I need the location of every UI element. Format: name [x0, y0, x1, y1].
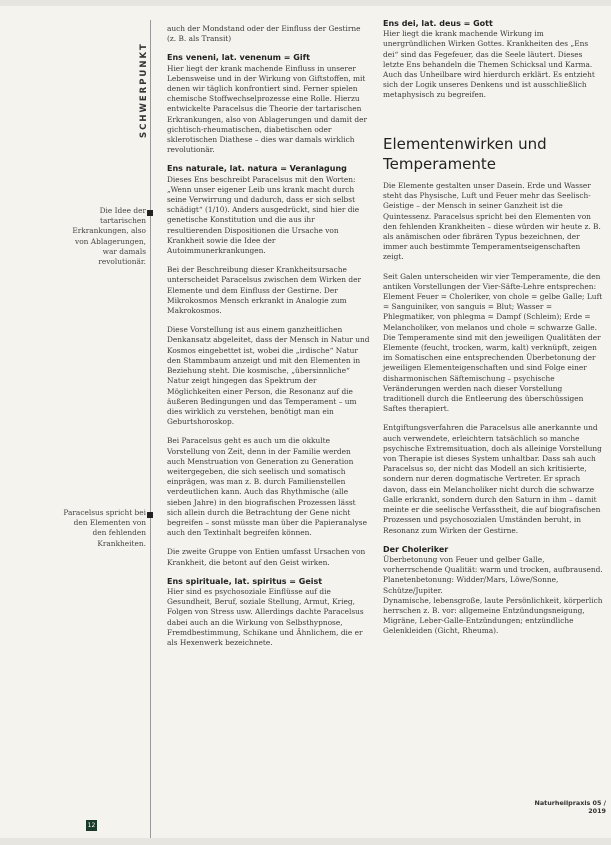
paragraph: Hier sind es psychosoziale Einflüsse auf die Gesundheit, Beruf, soziale Stellung, Armut, Krieg, Folgen von Stress usw. Allerdings dachte Paracelsus dabei auch an die Wirkung von Selbsthypnose, Fremdbestimmung, Schikane und Ähnlichem, die er als Hexenwerk bezeichnete. [167, 586, 364, 647]
margin-marker [147, 512, 153, 518]
left-column [167, 24, 371, 648]
footer-publication: Naturheilpraxis 05 / 2019 [534, 799, 606, 815]
subheading-ens-naturale: Ens naturale, lat. natura = Veranlagung [167, 164, 347, 174]
margin-note-1: Die Idee der tartarischen Erkrankungen, also von Ablagerungen, war damals revolutionär. [72, 206, 146, 267]
paragraph: Bei der Beschreibung dieser Krankheitsursache unterscheidet Paracelsus zwischen dem Wirken der Elemente und dem Einfluss der Gestirne. Der Mikrokosmos Mensch erkrankt in Analogie zum Makrokosmos. [167, 265, 361, 316]
subheading-ens-spirituale: Ens spirituale, lat. spiritus = Geist [167, 576, 323, 586]
scan-edge-bottom [0, 838, 611, 845]
subheading-ens-veneni: Ens veneni, lat. venenum = Gift [167, 53, 310, 63]
subheading-choleriker: Der Choleriker [383, 544, 449, 554]
margin-note-2: Paracelsus spricht bei den Elementen von den fehlenden Krankheiten. [63, 508, 146, 548]
page-number: 12 [87, 822, 96, 829]
paragraph: Hier liegt der krank machende Einfluss in unserer Lebensweise und in der Wirkung von Giftstoffen, mit denen wir täglich konfrontiert sind. Ferner spielen chemische Stoffwechselprozesse eine Rolle. Hierzu entwickelte Paracelsus die Theorie der tartarischen Erkrankungen, also von Ablagerungen und damit der gichtisch-rheumatischen, diabetischen oder sklerotischen Diathese – dies war damals wirklich revolutionär. [167, 63, 368, 155]
paragraph: Entgiftungsverfahren die Paracelsus alle anerkannte und auch verwendete, erleichtern tatsächlich so manche psychische Extremsituation, doch als alleinige Vorstellung von Therapie ist dieses System unhaltbar. Dass sah auch Paracelsus so, der nicht das Modell an sich kritisierte, sondern nur deren dogmatische Vertreter. Er sprach davon, dass ein Melancholiker nicht durch die schwarze Galle erkrankt, sondern durch den Saturn in ihm – damit meinte er die seelische Verfasstheit, die auf biografischen Prozessen und psychosozialen Umständen beruht, in Resonanz zum Wirken der Gestirne. [383, 423, 602, 535]
paragraph: Diese Vorstellung ist aus einem ganzheitlichen Denkansatz abgeleitet, dass der Mensch in Natur und Kosmos eingebettet ist, wobei die „irdische“ Natur den Stammbaum anzeigt und mit den Elementen in Beziehung steht. Die kosmische, „übersinnliche“ Natur zeigt hingegen das Spektrum der Möglichkeiten einer Person, die Resonanz auf die äußeren Bedingungen und das Temperament – um dies wirklich zu verstehen, benötigt man ein Geburtshoroskop. [167, 325, 370, 427]
scan-edge-top [0, 0, 611, 6]
paragraph: Dynamische, lebensgroße, laute Persönlichkeit, körperlich herrschen z. B. vor: allgemeine Entzündungsneigung, Migräne, Leber-Galle-Entzündungen; entzündliche Gelenkleiden (Gicht, Rheuma). [383, 595, 603, 636]
paragraph: Die Elemente gestalten unser Dasein. Erde und Wasser steht das Physische, Luft und Feuer mehr das Seelisch-Geistige – der Mensch in seiner Ganzheit ist die Quintessenz. Paracelsus spricht bei den Elementen von den fehlenden Krankheiten – diese würden wir heute z. B. als anämischen oder fibrären Typus bezeichnen, der immer auch bestimmte Temperamentseigenschaften zeigt. [383, 181, 601, 262]
paragraph: Dieses Ens beschreibt Paracelsus mit den Worten: „Wenn unser eigener Leib uns krank macht durch seine Verwirrung und dadurch, dass er sich selbst schädigt“ (1/10). Anders ausgedrückt, sind hier die genetische Konstitution und die aus ihr resultierenden Dispositionen die Ursache von Krankheit sowie die Idee der Autoimmunerkrankungen. [167, 174, 360, 256]
paragraph: Seit Galen unterscheiden wir vier Temperamente, die den antiken Vorstellungen der Vier-Säfte-Lehre entsprechen: Element Feuer = Choleriker, von chole = gelbe Galle; Luft = Sanguiniker, von sanguis = Blut; Wasser = Phlegmatiker, von phlegma = Dampf (Schleim); Erde = Melancholiker, von melanos und chole = schwarze Galle. Die Temperamente sind mit den jeweiligen Qualitäten der Elemente (feucht, trocken, warm, kalt) verknüpft, zeigen im Somatischen eine entsprechenden Überbetonung der jeweiligen Elementeigenschaften und sind Folge einer disharmonischen Säftemischung – psychische Veränderungen werden nach dieser Vorstellung traditionell durch die Entleerung des überschüssigen Saftes therapiert. [383, 271, 603, 414]
paragraph: Überbetonung von Feuer und gelber Galle, vorherrschende Qualität: warm und trocken, aufbrausend. Planetenbetonung: Widder/Mars, Löwe/Sonne, Schütze/Jupiter. [383, 554, 603, 595]
paragraph: Die zweite Gruppe von Entien umfasst Ursachen von Krankheit, die betont auf den Geist wirken. [167, 547, 366, 567]
paragraph: auch der Mondstand oder der Einfluss der Gestirne (z. B. als Transit) [167, 24, 361, 44]
column-divider [150, 20, 151, 838]
right-column [383, 181, 603, 637]
paragraph: Bei Paracelsus geht es auch um die okkulte Vorstellung von Zeit, denn in der Familie werden auch Menstruation von Generation zu Generation weitergegeben, die sich seelisch und somatisch einprägen, was man z. B. durch Familienstellen verdeutlichen kann. Auch das Rhythmische (alle sieben Jahre) in den biografischen Prozessen lässt sich allein durch die Betrachtung der Gene nicht begreifen – sonst müsste man über die Papieranalyse auch den Textinhalt begreifen können. [167, 436, 367, 538]
section-heading: Elementenwirken und Temperamente [383, 135, 547, 173]
section-label: SCHWERPUNKT [139, 42, 149, 138]
right-column-top [383, 19, 603, 101]
paragraph: Hier liegt die krank machende Wirkung im unergründlichen Wirken Gottes. Krankheiten des „Ens dei“ sind das Fegefeuer, das die Seele läutert. Dieses letzte Ens behandeln die Themen Schicksal und Karma. Auch das Unheilbare wird hierdurch erklärt. Es entzieht sich der Logik unseres Denkens und ist ausschließlich metaphysisch zu begreifen. [383, 29, 595, 100]
subheading-ens-dei: Ens dei, lat. deus = Gott [383, 19, 493, 28]
margin-marker [147, 210, 153, 216]
